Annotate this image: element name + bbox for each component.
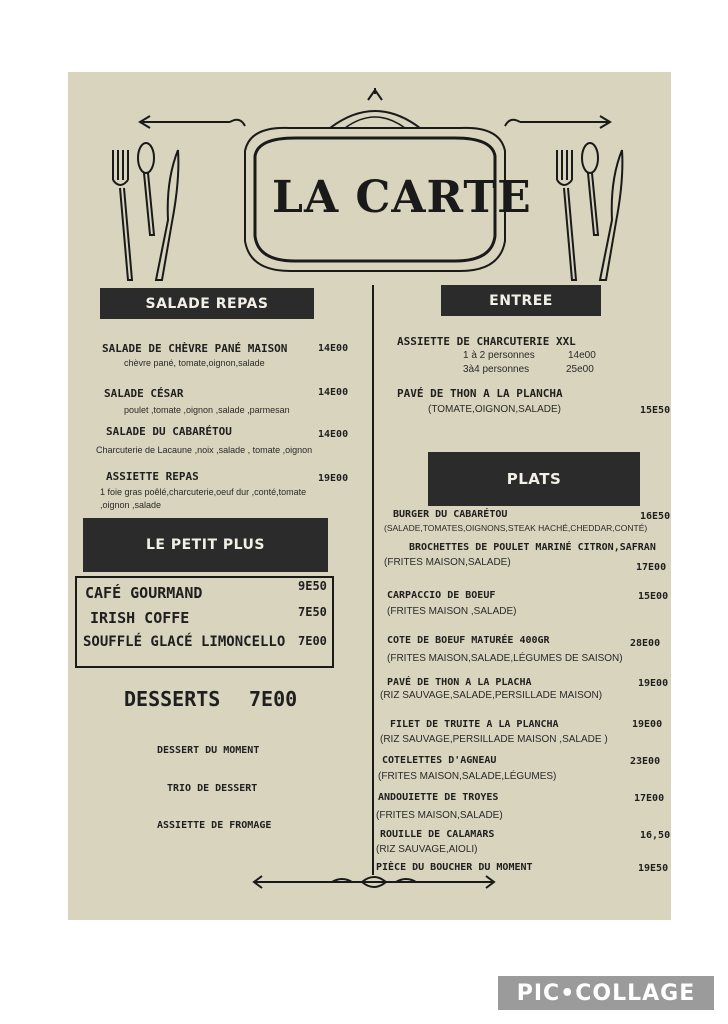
column-divider: [372, 285, 374, 875]
section-salade-repas: SALADE REPAS: [100, 288, 314, 319]
plat-price: 16E50: [640, 511, 671, 522]
dessert-item: DESSERT DU MOMENT: [157, 745, 260, 756]
plat-name: BROCHETTES DE POULET MARINÉ CITRON,SAFRAN: [409, 542, 656, 553]
fork-knife-spoon-icon: [108, 140, 188, 285]
pic-collage-watermark: PIC•COLLAGE: [498, 976, 714, 1010]
salade-desc: chèvre pané, tomate,oignon,salade: [124, 358, 265, 368]
plat-name: PIÈCE DU BOUCHER DU MOMENT: [376, 862, 533, 873]
petit-plus-name: IRISH COFFE: [90, 609, 190, 627]
salade-desc: Charcuterie de Lacaune ,noix ,salade , tomate ,oignon: [96, 445, 313, 455]
plat-name: COTELETTES D'AGNEAU: [382, 755, 497, 766]
plat-name: ANDOUIETTE DE TROYES: [378, 792, 499, 803]
salade-desc-line2: ,oignon ,salade: [100, 500, 162, 510]
entree-option: 1 à 2 personnes: [463, 350, 535, 361]
plat-name: BURGER DU CABARÉTOU: [393, 509, 508, 520]
plat-price: 19E00: [638, 678, 669, 689]
plat-price: 19E00: [632, 719, 663, 730]
petit-plus-price: 7E00: [298, 634, 327, 648]
petit-plus-price: 9E50: [298, 579, 327, 593]
plat-desc: (FRITES MAISON ,SALADE): [387, 606, 517, 617]
bottom-flourish-ornament: [252, 872, 496, 892]
plat-desc: (FRITES MAISON,SALADE): [376, 810, 503, 821]
plat-desc: (RIZ SAUVAGE,SALADE,PERSILLADE MAISON): [380, 690, 603, 701]
salade-name: SALADE DU CABARÉTOU: [106, 425, 232, 438]
plat-desc: (RIZ SAUVAGE,AIOLI): [376, 844, 478, 855]
salade-price: 19E00: [318, 473, 349, 484]
plat-desc: (RIZ SAUVAGE,PERSILLADE MAISON ,SALADE ): [380, 734, 608, 745]
entree-price: 15E50: [640, 405, 671, 416]
entree-desc: (TOMATE,OIGNON,SALADE): [428, 404, 561, 415]
entree-name: ASSIETTE DE CHARCUTERIE XXL: [397, 335, 576, 348]
plat-price: 15E00: [638, 591, 669, 602]
petit-plus-price: 7E50: [298, 605, 327, 619]
fork-knife-spoon-icon-right: [552, 140, 632, 285]
plat-price: 17E00: [634, 793, 665, 804]
plat-price: 16,50: [640, 830, 671, 841]
salade-price: 14E00: [318, 387, 349, 398]
entree-option-price: 14e00: [568, 350, 596, 361]
section-petit-plus: LE PETIT PLUS: [83, 518, 328, 572]
petit-plus-name: SOUFFLÉ GLACÉ LIMONCELLO: [83, 634, 286, 650]
plat-name: ROUILLE DE CALAMARS: [380, 829, 495, 840]
plat-desc: (SALADE,TOMATES,OIGNONS,STEAK HACHÉ,CHEDDAR,CONTÉ): [384, 523, 648, 533]
plat-desc: (FRITES MAISON,SALADE): [384, 557, 511, 568]
salade-desc: 1 foie gras poêlé,charcuterie,oeuf dur ,conté,tomate: [100, 487, 307, 497]
desserts-heading: DESSERTS: [124, 687, 221, 711]
salade-price: 14E00: [318, 343, 349, 354]
plat-name: COTE DE BOEUF MATURÉE 400GR: [387, 635, 550, 646]
plat-price: 19E50: [638, 863, 669, 874]
plat-name: CARPACCIO DE BOEUF: [387, 590, 496, 601]
plat-name: PAVÉ DE THON A LA PLACHA: [387, 677, 532, 688]
plat-price: 28E00: [630, 638, 661, 649]
entree-name: PAVÉ DE THON A LA PLANCHA: [397, 387, 563, 400]
salade-name: SALADE DE CHÈVRE PANÉ MAISON: [102, 342, 288, 355]
petit-plus-name: CAFÉ GOURMAND: [85, 584, 203, 602]
entree-option-price: 25e00: [566, 364, 594, 375]
plat-price: 17E00: [636, 562, 667, 573]
salade-price: 14E00: [318, 429, 349, 440]
dessert-item: TRIO DE DESSERT: [167, 783, 258, 794]
plat-desc: (FRITES MAISON,SALADE,LÉGUMES DE SAISON): [387, 653, 623, 664]
section-entree: ENTREE: [441, 285, 601, 316]
salade-desc: poulet ,tomate ,oignon ,salade ,parmesan: [124, 405, 290, 415]
entree-option: 3à4 personnes: [463, 364, 530, 375]
plat-desc: (FRITES MAISON,SALADE,LÉGUMES): [378, 771, 557, 782]
page-title: LA CARTE: [272, 172, 532, 223]
salade-name: ASSIETTE REPAS: [106, 470, 199, 483]
section-plats: PLATS: [428, 452, 640, 506]
desserts-price: 7E00: [249, 687, 298, 711]
plat-name: FILET DE TRUITE A LA PLANCHA: [390, 719, 559, 730]
dessert-item: ASSIETTE DE FROMAGE: [157, 820, 272, 831]
plat-price: 23E00: [630, 756, 661, 767]
salade-name: SALADE CÉSAR: [104, 387, 184, 400]
